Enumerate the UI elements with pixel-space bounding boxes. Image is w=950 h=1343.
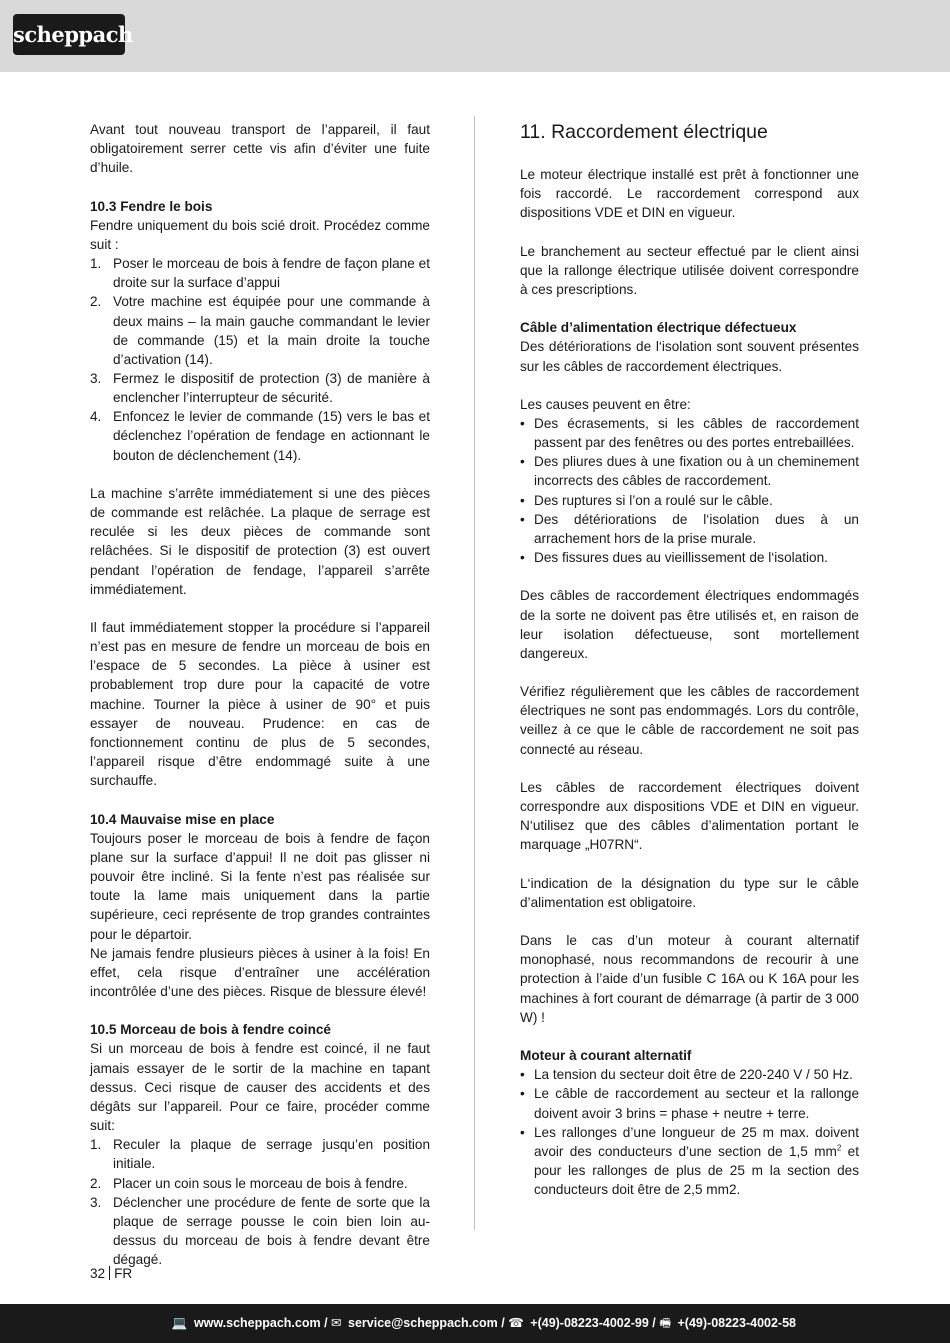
section-10-3-steps: [90, 254, 430, 465]
section-10-3-heading: 10.3 Fendre le bois: [90, 198, 213, 214]
mail-icon: ✉: [331, 1316, 342, 1330]
right-column: [520, 120, 859, 1199]
intro-paragraph: Avant tout nouveau transport de l’appareil, il faut obligatoirement serrer cette vis afin d’éviter une fuite d’huile.: [90, 122, 430, 176]
section-10-5-heading: 10.5 Morceau de bois à fendre coincé: [90, 1022, 331, 1038]
causes-intro: Les causes peuvent en être:: [520, 396, 691, 412]
section-10-4-text-2: Ne jamais fendre plusieurs pièces à usiner à la fois! En effet, cela risque d’entraîner une accélération incontrôlée d’une des pièces. Risque de blessure élevé!: [90, 945, 430, 999]
section-11-title: 11. Raccordement électrique: [520, 121, 768, 143]
ac-motor-heading: Moteur à courant alternatif: [520, 1048, 692, 1064]
damaged-cables-paragraph: Des câbles de raccordement électriques endommagés de la sorte ne doivent pas être utilisés et, en raison de leur isolation défectueuse, sont mortellement dangereux.: [520, 588, 859, 661]
list-item: • Des écrasements, si les câbles de raccordement passent par des fenêtres ou des portes entrebaillées.: [520, 415, 859, 451]
section-10-5-steps: [90, 1135, 430, 1269]
phone-icon: ☎: [508, 1316, 524, 1330]
check-cables-paragraph: Vérifiez régulièrement que les câbles de raccordement électriques ne sont pas endommagés. Lors du contrôle, veillez à ce que le câble de raccordement ne soit pas connecté au réseau.: [520, 684, 859, 757]
scheppach-logo: scheppach: [13, 14, 125, 55]
page-header: [0, 0, 950, 72]
fax-number: +(49)-08223-4002-58: [677, 1316, 796, 1330]
list-item: 1. Poser le morceau de bois à fendre de façon plane et droite sur la surface d’appui: [90, 256, 430, 291]
list-item: 1. Reculer la plaque de serrage jusqu’en position initiale.: [90, 1137, 430, 1172]
page-number: 32 FR: [90, 1266, 133, 1281]
section-10-4-heading: 10.4 Mauvaise mise en place: [90, 811, 275, 827]
list-item: • Le câble de raccordement au secteur et la rallonge doivent avoir 3 brins = phase + neutre + terre.: [520, 1086, 859, 1121]
ac-motor-list: [520, 1065, 859, 1199]
list-item: 3. Déclencher une procédure de fente de sorte que la plaque de serrage pousse le coin bien loin au-dessus du morceau de bois à fendre devant être dégagé.: [90, 1194, 430, 1268]
section-10-3-text: Fendre uniquement du bois scié droit. Procédez comme suit :: [90, 217, 430, 252]
list-item: 2. Placer un coin sous le morceau de bois à fendre.: [90, 1175, 408, 1191]
website-link[interactable]: www.scheppach.com /: [193, 1316, 328, 1330]
list-item: • Des ruptures si l’on a roulé sur le câble.: [520, 492, 773, 508]
fax-icon: 🖷: [659, 1316, 672, 1330]
motor-ready-paragraph: Le moteur électrique installé est prêt à fonctionner une fois raccordé. Le raccordement correspond aux dispositions VDE et DIN en vigueur.: [520, 167, 859, 221]
insulation-damage-paragraph: Des détériorations de l‘isolation sont souvent présentes sur les câbles de raccordement électriques.: [520, 339, 859, 374]
causes-list: [520, 414, 859, 567]
fuse-recommendation-paragraph: Dans le cas d’un moteur à courant alternatif monophasé, nous recommandons de recourir à une protection à l’aide d’un fusible C 16A ou K 16A pour les machines à fort courant de démarrage (à partir de 3 000 W) !: [520, 933, 859, 1025]
list-item: • Les rallonges d’une longueur de 25 m max. doivent avoir des conducteurs d’une section de 1,5 $mm^2$ et pour les rallonges de plus de 25 m la section des conducteurs doit être de 2,5 mm2.: [520, 1124, 859, 1198]
computer-icon: 💻: [171, 1316, 188, 1330]
cable-standards-paragraph: Les câbles de raccordement électriques doivent correspondre aux dispositions VDE et DIN en vigueur. N‘utilisez que des câbles d’alimentation portant le marquage „H07RN“.: [520, 779, 859, 853]
list-item: • La tension du secteur doit être de 220-240 V / 50 Hz.: [520, 1067, 853, 1083]
list-item: • Des fissures dues au vieillissement de l‘isolation.: [520, 550, 828, 566]
section-10-4-text-1: Toujours poser le morceau de bois à fendre de façon plane sur la surface d’appui! Il ne doit pas glisser ni pouvoir être incliné. Si la fente n’est pas réalisée sur toute la lame mais uniquement dans la partie supérieure, ceci représente de trop grandes contraintes pour le départoir.: [90, 830, 430, 942]
procedure-stop-paragraph: Il faut immédiatement stopper la procédure si l’appareil n’est pas en mesure de fendre un morceau de bois en l’espace de 5 secondes. La pièce à usiner est probablement trop dure pour la capacité de votre machine. Tourner la pièce à usiner de 90° et puis essayer de nouveau. Prudence: en cas de fonctionnement continu de plus de 5 secondes, l’appareil risque d’être endommagé suite à une surchauffe.: [90, 620, 430, 789]
list-item: 3. Fermez le dispositif de protection (3) de manière à enclencher l’interrupteur de sécurité.: [90, 371, 430, 406]
machine-stop-paragraph: La machine s’arrête immédiatement si une des pièces de commande est relâchée. La plaque de serrage est reculée si les deux pièces de commande sont relâchées. Si le dispositif de protection (3) est ouvert pendant l’opération de fendage, l’appareil s’arrête immédiatement.: [90, 485, 430, 597]
type-designation-paragraph: L‘indication de la désignation du type sur le câble d’alimentation est obligatoire.: [520, 875, 859, 910]
mains-connection-paragraph: Le branchement au secteur effectué par le client ainsi que la rallonge électrique utilisée doivent correspondre à ces prescriptions.: [520, 243, 859, 297]
contact-line: [172, 1304, 796, 1343]
phone-number: +(49)-08223-4002-99 /: [530, 1316, 656, 1330]
defective-cable-heading: Câble d’alimentation électrique défectueux: [520, 320, 797, 336]
page-footer: [0, 1304, 950, 1343]
left-column: [90, 120, 430, 1269]
list-item: 4. Enfoncez le levier de commande (15) vers le bas et déclenchez l’opération de fendage en actionnant le bouton de déclenchement (14).: [90, 409, 430, 463]
column-divider: [474, 116, 475, 1230]
list-item: • Des pliures dues à une fixation ou à un cheminement incorrects des câbles de raccordement.: [520, 454, 859, 489]
list-item: • Des détériorations de l‘isolation dues à un arrachement hors de la prise murale.: [520, 511, 859, 546]
list-item: 2. Votre machine est équipée pour une commande à deux mains – la main gauche commandant le levier de commande (15) et la main droite la touche d’activation (14).: [90, 294, 430, 367]
section-10-5-text: Si un morceau de bois à fendre est coincé, il ne faut jamais essayer de le sortir de la machine en tapant dessus. Ceci risque de causer des accidents et des dégâts sur l’appareil. Pour ce faire, procéder comme suit:: [90, 1041, 430, 1134]
email-link[interactable]: service@scheppach.com /: [348, 1316, 505, 1330]
